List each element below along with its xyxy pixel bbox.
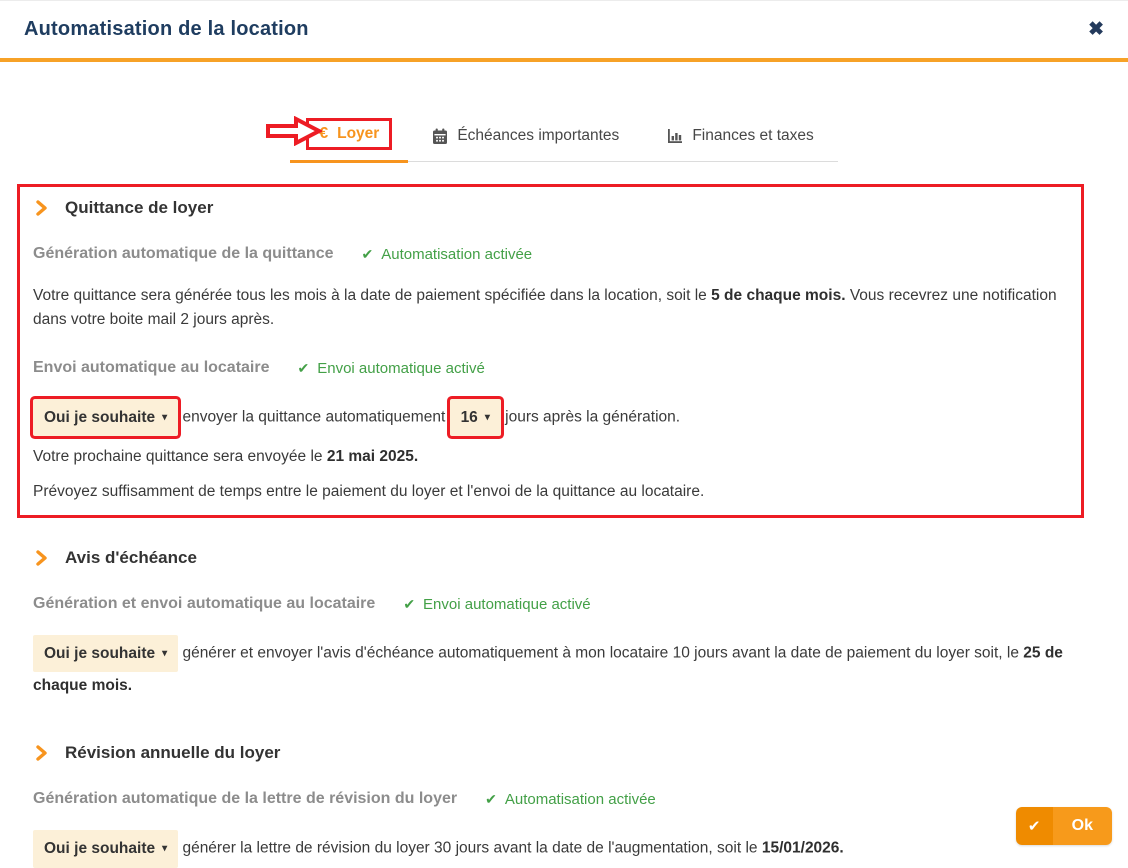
envoi-sentence-tail: jours après la génération. <box>500 408 681 426</box>
tab-loyer-label: Loyer <box>337 125 380 142</box>
avis-label: Génération et envoi automatique au locataire <box>33 595 376 613</box>
quittance-description-bold: 5 de chaque mois. <box>711 287 846 304</box>
revision-sentence <box>33 830 1095 867</box>
dropdown-value: Oui je souhaite <box>44 645 156 663</box>
section-title-text: Quittance de loyer <box>65 198 214 217</box>
days-dropdown[interactable] <box>450 399 501 436</box>
oui-je-souhaite-dropdown[interactable] <box>33 830 178 867</box>
revision-row <box>33 790 1095 808</box>
oui-je-souhaite-dropdown[interactable] <box>33 399 178 436</box>
section-revision-loyer <box>33 741 1095 867</box>
dropdown-value: Oui je souhaite <box>44 840 156 858</box>
avis-status <box>403 596 590 613</box>
tab-finances[interactable] <box>643 118 837 163</box>
chevron-down-icon: ▾ <box>162 411 168 423</box>
close-button[interactable] <box>1088 20 1104 39</box>
envoi-status <box>298 360 485 377</box>
modal-header <box>0 1 1128 62</box>
envoi-label: Envoi automatique au locataire <box>33 359 270 377</box>
tab-loyer[interactable] <box>290 118 408 163</box>
section-title-revision <box>36 741 1095 763</box>
avis-row <box>33 595 1095 613</box>
next-quittance-date: 21 mai 2025. <box>326 448 419 466</box>
avis-sentence-bold: 25 de chaque mois. <box>33 644 1063 695</box>
check-icon: ✔ <box>485 790 497 807</box>
ok-button[interactable] <box>1016 807 1112 845</box>
revision-label: Génération automatique de la lettre de révision du loyer <box>33 790 458 808</box>
section-title-quittance <box>36 196 1095 218</box>
check-icon: ✔ <box>403 595 416 612</box>
envoi-sentence <box>33 399 1095 436</box>
check-icon: ✔ <box>361 245 374 262</box>
envoi-status-text: Envoi automatique activé <box>317 359 485 377</box>
avis-status-text: Envoi automatique activé <box>423 595 591 613</box>
envoi-sentence-mid: envoyer la quittance automatiquement <box>178 408 450 426</box>
modal-body <box>0 196 1128 868</box>
dropdown-value: 16 <box>460 409 478 427</box>
close-icon: ✖ <box>1088 19 1104 40</box>
page-title: Automatisation de la location <box>24 18 309 40</box>
revision-status-text: Automatisation activée <box>504 790 656 808</box>
dropdown-value: Oui je souhaite <box>44 409 156 427</box>
generation-status <box>362 246 533 263</box>
avis-sentence <box>33 635 1095 699</box>
section-title-text: Avis d'échéance <box>65 548 197 568</box>
generation-label: Génération automatique de la quittance <box>33 245 334 262</box>
revision-sentence-bold: 15/01/2026. <box>761 840 844 858</box>
section-avis-echeance <box>33 546 1095 699</box>
envoi-row <box>33 359 1095 377</box>
section-quittance-de-loyer <box>33 196 1095 504</box>
chevron-right-icon <box>36 550 47 566</box>
tab-finances-label: Finances et taxes <box>692 127 814 144</box>
chevron-right-icon <box>36 200 47 216</box>
chevron-down-icon: ▾ <box>162 843 168 855</box>
quittance-description-pre: Votre quittance sera générée tous les mois à la date de paiement spécifiée dans la location, soit le <box>33 287 712 304</box>
tab-bar <box>0 118 1128 162</box>
next-quittance-line <box>33 445 1093 469</box>
quittance-description-post: Vous recevrez une notification dans votre boite mail 2 jours après. <box>33 287 1057 329</box>
revision-sentence-pre: générer la lettre de révision du loyer 30 jours avant la date de l'augmentation, soit le <box>178 840 762 858</box>
chevron-right-icon <box>36 745 47 761</box>
oui-je-souhaite-dropdown[interactable] <box>33 635 178 672</box>
tab-echeances-label: Échéances importantes <box>457 127 620 144</box>
check-icon: ✔ <box>1016 807 1053 845</box>
quittance-description <box>33 284 1093 332</box>
check-icon: ✔ <box>297 359 310 376</box>
chevron-down-icon: ▾ <box>162 648 168 659</box>
chevron-down-icon: ▾ <box>484 411 490 423</box>
next-quittance-pre: Votre prochaine quittance sera envoyée le <box>33 448 327 466</box>
section-title-avis <box>36 546 1095 568</box>
section-title-text: Révision annuelle du loyer <box>65 743 281 763</box>
bar-chart-icon <box>667 128 683 144</box>
calendar-icon <box>432 128 448 145</box>
avis-sentence-pre: générer et envoyer l'avis d'échéance automatiquement à mon locataire 10 jours avant la date de paiement du loyer soit, le <box>178 644 1024 662</box>
generation-row <box>33 245 1095 263</box>
generation-status-text: Automatisation activée <box>381 245 533 263</box>
revision-status <box>485 791 656 808</box>
tab-echeances[interactable] <box>408 118 643 163</box>
euro-icon: € <box>319 125 329 142</box>
ok-button-label: Ok <box>1053 807 1112 845</box>
quittance-note: Prévoyez suffisamment de temps entre le paiement du loyer et l'envoi de la quittance au locataire. <box>33 483 705 501</box>
